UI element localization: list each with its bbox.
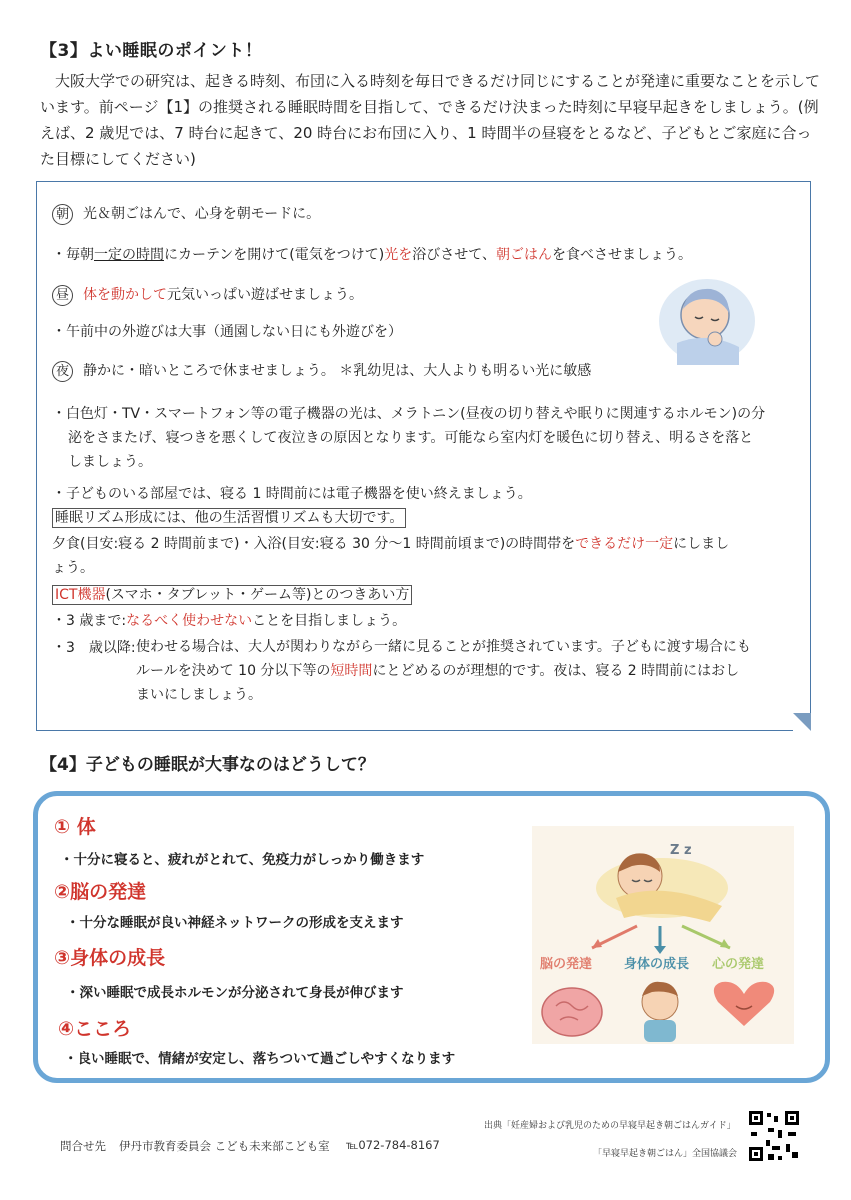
label-brain: 脳の発達 bbox=[540, 957, 593, 972]
ict-over3-text: 使わせる場合は、大人が関わりながら一緒に見ることが推奨されています。子どもに渡す場合にも ルールを決めて 10 分以下等の短時間にとどめるのが理想的です。夜は、寝る 2 時間前にはおし まいにしましょう。 bbox=[136, 639, 751, 703]
noon-badge-icon: 昼 bbox=[52, 285, 73, 306]
item4-heading: ④こころ bbox=[58, 1018, 132, 1040]
brain-icon bbox=[542, 988, 602, 1036]
item3-heading: ③身体の成長 bbox=[54, 947, 166, 969]
source-organization: 「早寝早起き朝ごはん」全国協議会 bbox=[593, 1149, 738, 1159]
section3-intro: 大阪大学での研究は、起きる時刻、布団に入る時刻を毎日できるだけ同じにすることが発達に重要なことを示しています。前ページ【1】の推奨される睡眠時間を目指して、できるだけ決まった時刻に早寝早起きをしましょう。(例えば、2 歳児では、7 時台に起きて、20 時台にお布団に入り、1 時間半の昼寝をとるなど、子どもとご家庭に合った目標にしてください) bbox=[40, 72, 821, 168]
label-heart: 心の発達 bbox=[712, 957, 765, 972]
night-badge-icon: 夜 bbox=[52, 361, 73, 382]
rhythm-boxed-heading: 睡眠リズム形成には、他の生活習慣リズムも大切です。 bbox=[52, 507, 406, 527]
section3-title: 【3】よい睡眠のポイント！ bbox=[40, 41, 263, 61]
noon-heading: 昼 体を動かして元気いっぱい遊ばせましょう。 bbox=[52, 284, 363, 306]
ict-boxed-heading: ICT機器(スマホ・タブレット・ゲーム等)とのつきあい方 bbox=[52, 584, 412, 604]
page-curl-corner bbox=[793, 713, 811, 731]
night-bullet-light: ・白色灯・TV・スマートフォン等の電子機器の光は、メラトニン(昼夜の切り替えや眠りに関連するホルモン)の分 泌をさまたげ、寝つきを悪くして夜泣きの原因となります。可能なら室内灯を暖色に切り替え、明るさを落と しましょう。 bbox=[52, 406, 766, 470]
item1-desc: ・十分に寝ると、疲れがとれて、免疫力がしっかり働きます bbox=[60, 852, 425, 868]
night-heading: 夜 静かに・暗いところで休ませましょう。 ＊乳幼児は、大人よりも明るい光に敏感 bbox=[52, 360, 591, 382]
qr-code-icon[interactable] bbox=[748, 1110, 800, 1162]
contact-organization: 伊丹市教育委員会 こども未来部こども室 bbox=[119, 1139, 330, 1153]
growth-illustration bbox=[532, 826, 794, 1044]
rhythm-text: 夕食(目安:寝る 2 時間前まで)・入浴(目安:寝る 30 分～1 時間前頃まで)の時間帯をできるだけ一定にしまし ょう。 bbox=[52, 536, 730, 576]
source-citation: 出典「妊産婦および乳児のための早寝早起き朝ごはんガイド」 bbox=[484, 1121, 736, 1131]
ict-over3-label: ・3 歳以降: bbox=[52, 640, 136, 656]
morning-heading: 朝 光＆朝ごはんで、心身を朝モードに。 bbox=[52, 203, 320, 225]
label-body: 身体の成長 bbox=[624, 957, 690, 972]
night-bullet-devices: ・子どものいる部屋では、寝る 1 時間前には電子機器を使い終えましょう。 bbox=[52, 486, 532, 502]
item2-heading: ②脳の発達 bbox=[54, 881, 147, 903]
noon-bullet: ・午前中の外遊びは大事（通園しない日にも外遊びを） bbox=[52, 324, 402, 340]
item3-desc: ・深い睡眠で成長ホルモンが分泌されて身長が伸びます bbox=[66, 985, 404, 1001]
item1-heading: ① 体 bbox=[54, 816, 96, 838]
ict-under3: ・3 歳まで:なるべく使わせないことを目指しましょう。 bbox=[52, 613, 407, 629]
section4-title: 【4】子どもの睡眠が大事なのはどうして？ bbox=[40, 755, 375, 775]
contact-label: 問合せ先 bbox=[60, 1139, 106, 1153]
contact-phone: ℡072-784-8167 bbox=[346, 1138, 440, 1152]
item2-desc: ・十分な睡眠が良い神経ネットワークの形成を支えます bbox=[66, 915, 404, 931]
item4-desc: ・良い睡眠で、情緒が安定し、落ちついて過ごしやすくなります bbox=[64, 1051, 456, 1067]
morning-badge-icon: 朝 bbox=[52, 204, 73, 225]
sleeping-baby-illustration bbox=[655, 273, 755, 365]
zzz-text: Z z bbox=[670, 843, 692, 858]
morning-bullet: ・毎朝一定の時間にカーテンを開けて(電気をつけて)光を浴びさせて、朝ごはんを食べさせましょう。 bbox=[52, 247, 692, 263]
